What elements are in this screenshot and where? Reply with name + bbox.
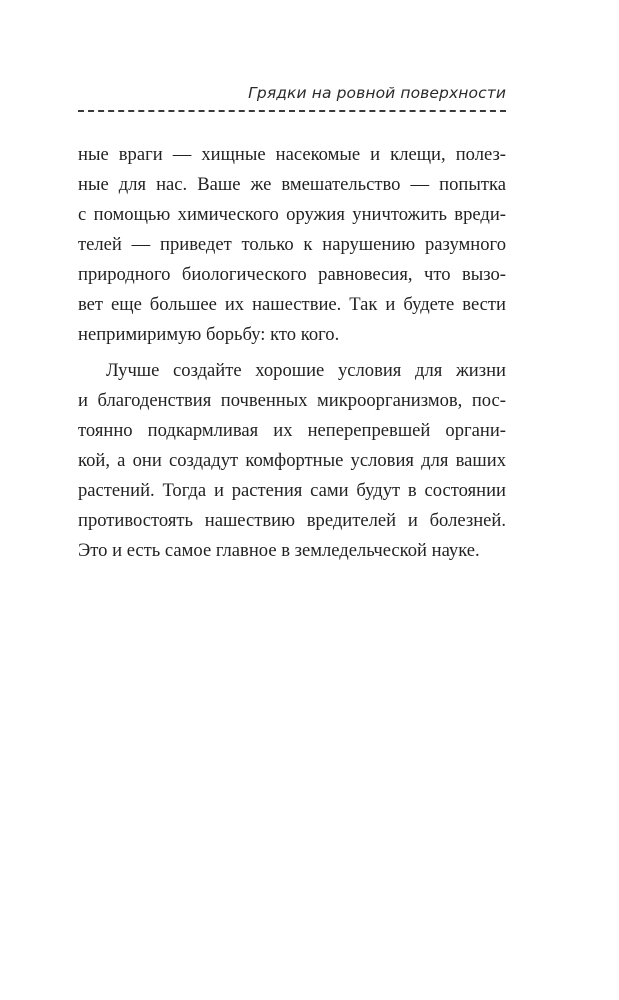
text-line: и благоденствия почвенных микроорганизмов, пос-	[78, 390, 506, 411]
header-dashed-rule	[78, 110, 506, 112]
text-line: тоянно подкармливая их неперепревшей органи-	[78, 420, 506, 441]
text-line: вет еще большее их нашествие. Так и будете вести	[78, 294, 506, 315]
text-line: ные для нас. Ваше же вмешательство — попытка	[78, 174, 506, 195]
text-line: Лучше создайте хорошие условия для жизни	[106, 360, 506, 381]
text-line: ные враги — хищные насекомые и клещи, полез-	[78, 144, 506, 165]
running-header-title: Грядки на ровной поверхности	[248, 84, 506, 102]
text-line: противостоять нашествию вредителей и болезней.	[78, 510, 506, 531]
text-line: природного биологического равновесия, что вызо-	[78, 264, 506, 285]
text-line: телей — приведет только к нарушению разумного	[78, 234, 506, 255]
text-line: кой, а они создадут комфортные условия для ваших	[78, 450, 506, 471]
text-line: с помощью химического оружия уничтожить вреди-	[78, 204, 506, 225]
text-line: растений. Тогда и растения сами будут в состоянии	[78, 480, 506, 501]
paragraph-1	[78, 140, 506, 350]
paragraph-2	[78, 356, 506, 566]
page-body	[78, 140, 506, 566]
text-line: Это и есть самое главное в земледельческой науке.	[78, 540, 480, 561]
text-line: непримиримую борьбу: кто кого.	[78, 324, 340, 345]
